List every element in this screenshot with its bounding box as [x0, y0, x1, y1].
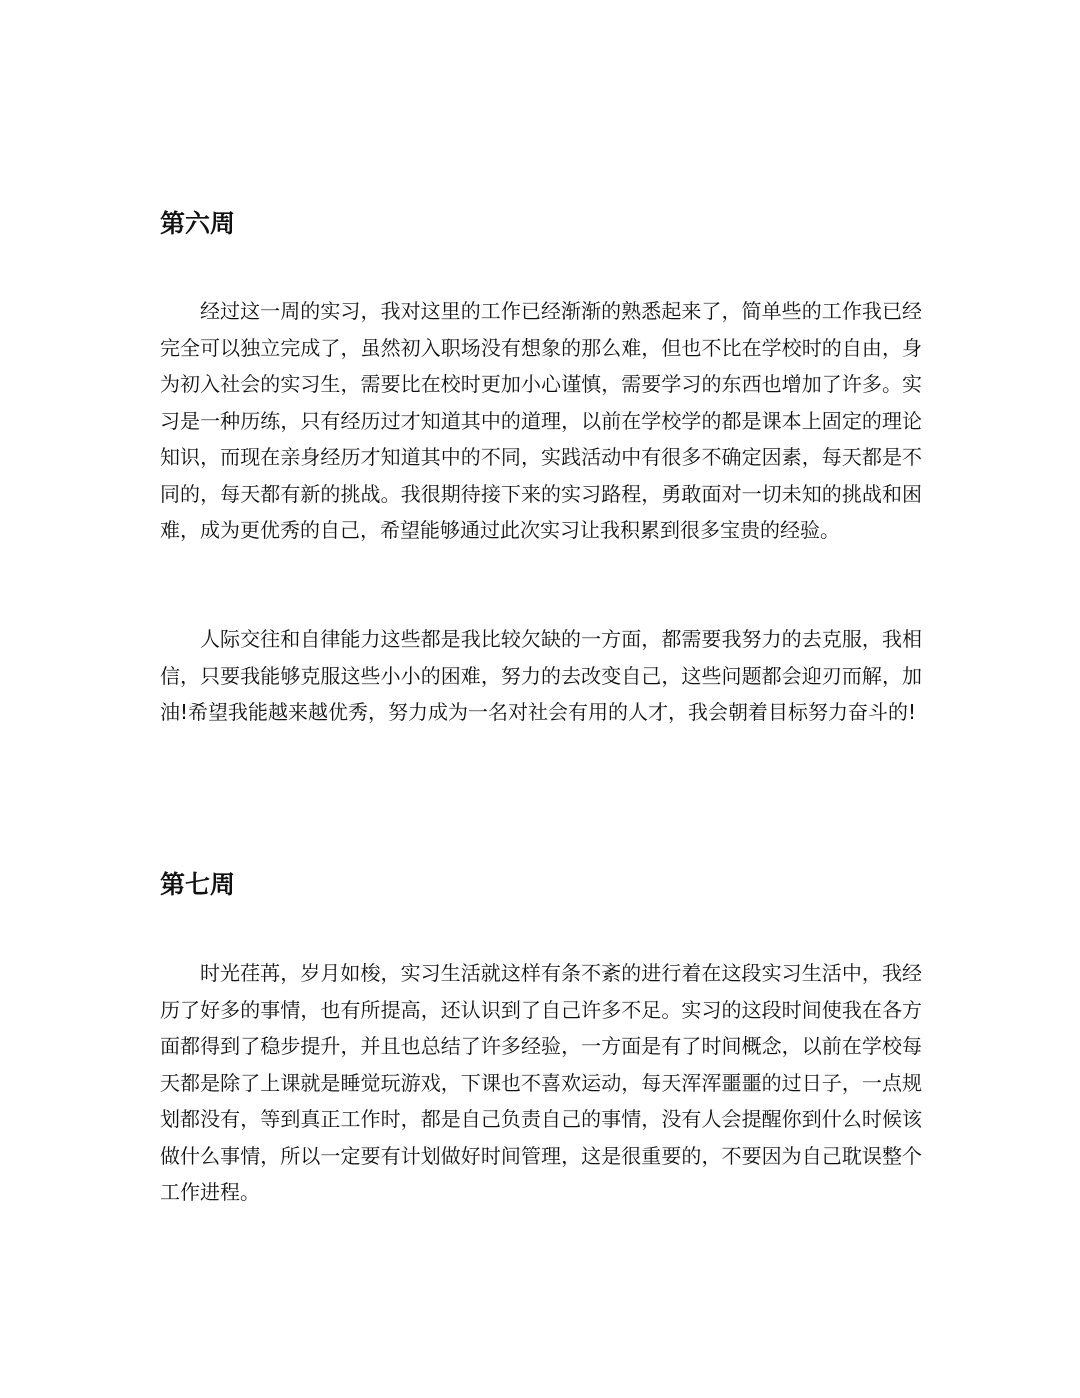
week-6-paragraph-2: 人际交往和自律能力这些都是我比较欠缺的一方面，都需要我努力的去克服，我相信，只要我能够克服这些小小的困难，努力的去改变自己，这些问题都会迎刃而解，加油!希望我能越来越优秀，努力成为一名对社会有用的人才，我会朝着目标努力奋斗的! — [160, 627, 922, 724]
week-6-paragraph-1: 经过这一周的实习，我对这里的工作已经渐渐的熟悉起来了，简单些的工作我已经完全可以独立完成了，虽然初入职场没有想象的那么难，但也不比在学校时的自由，身为初入社会的实习生，需要比在校时更加小心谨慎，需要学习的东西也增加了许多。实习是一种历练，只有经历过才知道其中的道理，以前在学校学的都是课本上固定的理论知识，而现在亲身经历才知道其中的不同，实践活动中有很多不确定因素，每天都是不同的，每天都有新的挑战。我很期待接下来的实习路程，勇敢面对一切未知的挑战和困难，成为更优秀的自己，希望能够通过此次实习让我积累到很多宝贵的经验。 — [160, 299, 922, 542]
section-heading-week-7: 第七周 — [160, 870, 236, 899]
section-heading-week-6: 第六周 — [160, 209, 236, 238]
week-7-paragraph-1: 时光荏苒，岁月如梭，实习生活就这样有条不紊的进行着在这段实习生活中，我经历了好多的事情，也有所提高，还认识到了自己许多不足。实习的这段时间使我在各方面都得到了稳步提升，并且也总结了许多经验，一方面是有了时间概念，以前在学校每天都是除了上课就是睡觉玩游戏，下课也不喜欢运动，每天浑浑噩噩的过日子，一点规划都没有，等到真正工作时，都是自己负责自己的事情，没有人会提醒你到什么时候该做什么事情，所以一定要有计划做好时间管理，这是很重要的，不要因为自己耽误整个工作进程。 — [160, 961, 922, 1204]
